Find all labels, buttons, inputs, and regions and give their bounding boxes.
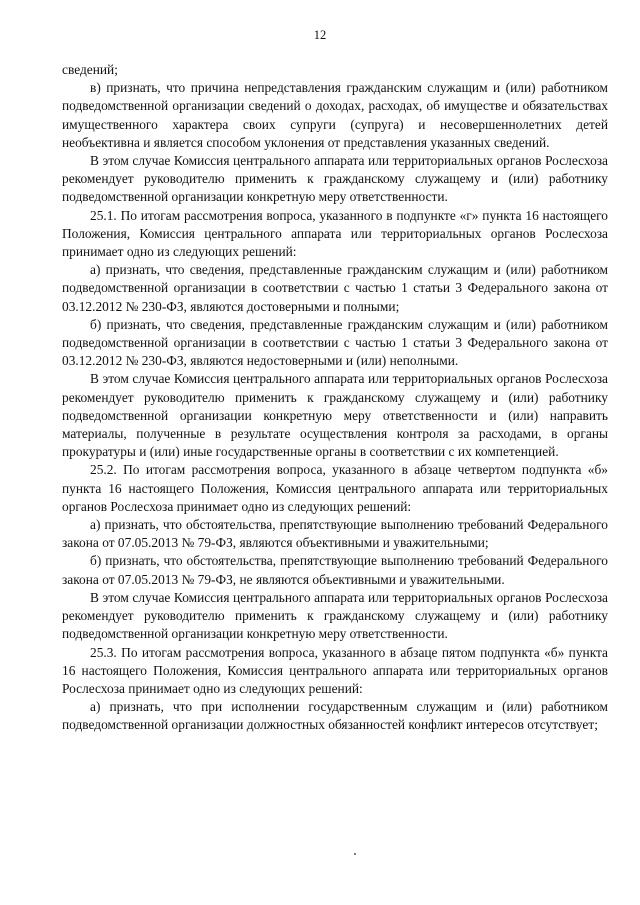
scan-speck	[354, 853, 356, 855]
page-number: 12	[313, 28, 327, 42]
paragraph-25-2-b: б) признать, что обстоятельства, препятствующие выполнению требований Федерального закона от 07.05.2013 № 79-ФЗ, не являются объективными и уважительными.	[62, 553, 608, 587]
paragraph-25-2-a: а) признать, что обстоятельства, препятствующие выполнению требований Федерального закона от 07.05.2013 № 79-ФЗ, являются объективными и уважительными;	[62, 517, 608, 551]
paragraph-25-3-a: а) признать, что при исполнении государственным служащим и (или) работником подведомственной организации должностных обязанностей конфликт интересов отсутствует;	[62, 699, 608, 733]
paragraph-continuation: сведений;	[62, 62, 118, 77]
paragraph-25-1-a: а) признать, что сведения, представленные гражданским служащим и (или) работником подведомственной организации в соответствии с частью 1 статьи 3 Федерального закона от 03.12.2012 № 230-ФЗ, являются достоверными и полными;	[62, 262, 608, 314]
paragraph-recommendation-2: В этом случае Комиссия центрального аппарата или территориальных органов Рослесхоза рекомендует руководителю применить к гражданскому служащему и (или) работнику подведомственной организации конкретную меру ответственности и (или) направить материалы, полученные в результате осуществления контроля за расходами, в органы прокуратуры и (или) иные государственные органы в соответствии с их компетенцией.	[62, 371, 608, 460]
paragraph-25-1: 25.1. По итогам рассмотрения вопроса, указанного в подпункте «г» пункта 16 настоящего Положения, Комиссия центрального аппарата или территориальных органов Рослесхоза принимает одно из следующих решений:	[62, 207, 608, 260]
paragraph-recommendation-1: В этом случае Комиссия центрального аппарата или территориальных органов Рослесхоза рекомендует руководителю применить к гражданскому служащему и (или) работнику подведомственной организации конкретную меру ответственности.	[62, 153, 608, 205]
paragraph-item-v: в) признать, что причина непредставления гражданским служащим и (или) работником подведомственной организации сведений о доходах, расходах, об имуществе и обязательствах имущественного характера своих супруги (супруга) и несовершеннолетних детей необъективна и является способом уклонения от представления указанных сведений.	[62, 80, 608, 150]
document-body	[62, 61, 608, 735]
paragraph-recommendation-3: В этом случае Комиссия центрального аппарата или территориальных органов Рослесхоза рекомендует руководителю применить к гражданскому служащему и (или) работнику подведомственной организации конкретную меру ответственности.	[62, 589, 608, 642]
paragraph-25-1-b: б) признать, что сведения, представленные гражданским служащим и (или) работником подведомственной организации в соответствии с частью 1 статьи 3 Федерального закона от 03.12.2012 № 230-ФЗ, являются недостоверными и (или) неполными.	[62, 316, 608, 369]
paragraph-25-3: 25.3. По итогам рассмотрения вопроса, указанного в абзаце пятом подпункта «б» пункта 16 настоящего Положения, Комиссия центрального аппарата или территориальных органов Рослесхоза принимает одно из следующих решений:	[62, 644, 608, 696]
paragraph-25-2: 25.2. По итогам рассмотрения вопроса, указанного в абзаце четвертом подпункта «б» пункта 16 настоящего Положения, Комиссия центрального аппарата или территориальных органов Рослесхоза принимает одно из следующих решений:	[62, 462, 608, 514]
